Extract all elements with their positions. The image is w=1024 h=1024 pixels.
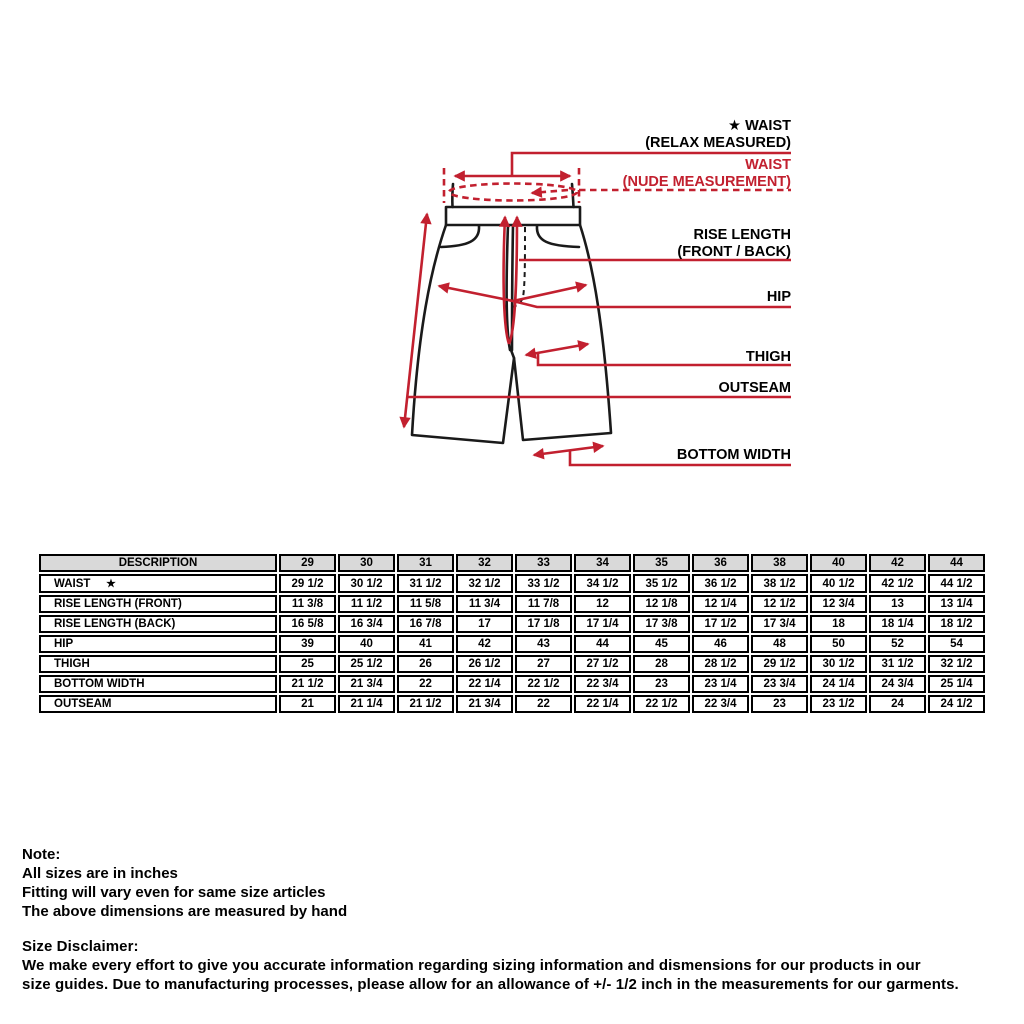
size-value-cell: 43 — [515, 635, 572, 653]
size-value-cell: 32 1/2 — [456, 574, 513, 593]
col-header-size: 36 — [692, 554, 749, 572]
size-value-cell: 22 3/4 — [574, 675, 631, 693]
shorts-outline — [412, 184, 611, 443]
size-value-cell: 35 1/2 — [633, 574, 690, 593]
size-value-cell: 12 1/4 — [692, 595, 749, 613]
table-row — [39, 595, 985, 613]
thigh-arrow — [526, 344, 588, 355]
hip-connector — [513, 301, 791, 307]
size-value-cell: 17 3/4 — [751, 615, 808, 633]
row-label: RISE LENGTH (FRONT) — [39, 595, 277, 613]
size-value-cell: 22 1/2 — [515, 675, 572, 693]
waist-nude-label-line2: (NUDE MEASUREMENT) — [622, 174, 791, 190]
col-header-size: 31 — [397, 554, 454, 572]
size-value-cell: 42 1/2 — [869, 574, 926, 593]
size-value-cell: 28 1/2 — [692, 655, 749, 673]
size-value-cell: 31 1/2 — [397, 574, 454, 593]
star-icon: ★ — [105, 576, 117, 591]
row-label: HIP — [39, 635, 277, 653]
size-value-cell: 11 3/4 — [456, 595, 513, 613]
disclaimer-title: Size Disclaimer: — [22, 938, 139, 955]
size-value-cell: 21 3/4 — [338, 675, 395, 693]
rise-label-line1: RISE LENGTH — [693, 227, 791, 243]
note-line: The above dimensions are measured by hand — [22, 903, 348, 920]
size-value-cell: 13 1/4 — [928, 595, 985, 613]
thigh-label: THIGH — [745, 349, 791, 365]
table-row — [39, 574, 985, 593]
size-value-cell: 26 — [397, 655, 454, 673]
size-value-cell: 38 1/2 — [751, 574, 808, 593]
size-value-cell: 22 3/4 — [692, 695, 749, 713]
size-value-cell: 22 1/4 — [456, 675, 513, 693]
size-value-cell: 18 — [810, 615, 867, 633]
note-line: All sizes are in inches — [22, 865, 178, 882]
row-label: THIGH — [39, 655, 277, 673]
waist-nude-arrow — [532, 190, 568, 193]
table-row — [39, 675, 985, 693]
size-value-cell: 12 — [574, 595, 631, 613]
size-value-cell: 24 3/4 — [869, 675, 926, 693]
size-value-cell: 24 — [869, 695, 926, 713]
size-value-cell: 44 — [574, 635, 631, 653]
waist-relax-label-line2: (RELAX MEASURED) — [645, 135, 791, 151]
size-value-cell: 25 — [279, 655, 336, 673]
size-table-body — [39, 574, 985, 713]
bottom-width-arrow — [534, 446, 603, 455]
waist-nude-label-line1: WAIST — [745, 157, 791, 173]
size-value-cell: 21 1/4 — [338, 695, 395, 713]
col-header-size: 34 — [574, 554, 631, 572]
size-value-cell: 33 1/2 — [515, 574, 572, 593]
size-value-cell: 22 1/2 — [633, 695, 690, 713]
note-title: Note: — [22, 846, 61, 863]
size-value-cell: 29 1/2 — [751, 655, 808, 673]
size-value-cell: 30 1/2 — [338, 574, 395, 593]
size-value-cell: 23 — [751, 695, 808, 713]
size-value-cell: 12 1/2 — [751, 595, 808, 613]
size-value-cell: 17 3/8 — [633, 615, 690, 633]
size-value-cell: 29 1/2 — [279, 574, 336, 593]
size-value-cell: 21 1/2 — [397, 695, 454, 713]
bottom-width-label: BOTTOM WIDTH — [676, 447, 791, 463]
col-header-size: 30 — [338, 554, 395, 572]
row-label: WAIST ★ — [39, 574, 277, 593]
size-value-cell: 18 1/2 — [928, 615, 985, 633]
size-disclaimer-block — [22, 937, 959, 994]
size-value-cell: 17 1/2 — [692, 615, 749, 633]
table-row — [39, 615, 985, 633]
size-value-cell: 22 1/4 — [574, 695, 631, 713]
size-value-cell: 22 — [515, 695, 572, 713]
size-value-cell: 24 1/2 — [928, 695, 985, 713]
rise-label-line2: (FRONT / BACK) — [677, 244, 791, 260]
size-value-cell: 26 1/2 — [456, 655, 513, 673]
size-value-cell: 11 1/2 — [338, 595, 395, 613]
pocket-left — [441, 226, 479, 247]
size-value-cell: 39 — [279, 635, 336, 653]
size-value-cell: 21 — [279, 695, 336, 713]
size-value-cell: 17 1/4 — [574, 615, 631, 633]
size-value-cell: 11 3/8 — [279, 595, 336, 613]
size-value-cell: 25 1/2 — [338, 655, 395, 673]
outseam-label: OUTSEAM — [718, 380, 791, 396]
waistband — [446, 207, 580, 225]
size-table-header-row — [39, 554, 985, 572]
size-value-cell: 30 1/2 — [810, 655, 867, 673]
col-header-size: 44 — [928, 554, 985, 572]
size-value-cell: 23 1/2 — [810, 695, 867, 713]
col-header-description: DESCRIPTION — [39, 554, 277, 572]
table-row — [39, 635, 985, 653]
table-row — [39, 695, 985, 713]
note-block — [22, 845, 347, 921]
size-value-cell: 11 7/8 — [515, 595, 572, 613]
size-value-cell: 40 — [338, 635, 395, 653]
col-header-size: 29 — [279, 554, 336, 572]
hip-label: HIP — [766, 289, 791, 305]
size-value-cell: 54 — [928, 635, 985, 653]
size-value-cell: 17 — [456, 615, 513, 633]
size-value-cell: 23 3/4 — [751, 675, 808, 693]
size-value-cell: 40 1/2 — [810, 574, 867, 593]
size-value-cell: 41 — [397, 635, 454, 653]
size-value-cell: 28 — [633, 655, 690, 673]
table-row — [39, 655, 985, 673]
size-value-cell: 34 1/2 — [574, 574, 631, 593]
size-table — [37, 552, 987, 715]
disclaimer-line: size guides. Due to manufacturing processes, please allow for an allowance of +/- 1/2 inch in the measurements for our garments. — [22, 976, 959, 993]
pocket-right — [537, 226, 579, 247]
size-value-cell: 16 7/8 — [397, 615, 454, 633]
size-value-cell: 12 3/4 — [810, 595, 867, 613]
size-value-cell: 22 — [397, 675, 454, 693]
size-value-cell: 21 3/4 — [456, 695, 513, 713]
size-value-cell: 23 1/4 — [692, 675, 749, 693]
row-label: OUTSEAM — [39, 695, 277, 713]
size-value-cell: 31 1/2 — [869, 655, 926, 673]
col-header-size: 33 — [515, 554, 572, 572]
size-value-cell: 45 — [633, 635, 690, 653]
size-value-cell: 25 1/4 — [928, 675, 985, 693]
row-label: BOTTOM WIDTH — [39, 675, 277, 693]
col-header-size: 38 — [751, 554, 808, 572]
size-value-cell: 13 — [869, 595, 926, 613]
waist-relax-label-line1: ★ WAIST — [728, 118, 791, 134]
waist-nude-ellipse — [449, 184, 577, 201]
size-value-cell: 21 1/2 — [279, 675, 336, 693]
col-header-size: 42 — [869, 554, 926, 572]
size-value-cell: 27 1/2 — [574, 655, 631, 673]
disclaimer-line: We make every effort to give you accurate information regarding sizing information and dismensions for our products in our — [22, 957, 921, 974]
col-header-size: 35 — [633, 554, 690, 572]
size-value-cell: 12 1/8 — [633, 595, 690, 613]
size-value-cell: 36 1/2 — [692, 574, 749, 593]
size-value-cell: 24 1/4 — [810, 675, 867, 693]
size-value-cell: 11 5/8 — [397, 595, 454, 613]
size-value-cell: 50 — [810, 635, 867, 653]
size-value-cell: 16 5/8 — [279, 615, 336, 633]
size-value-cell: 27 — [515, 655, 572, 673]
size-value-cell: 16 3/4 — [338, 615, 395, 633]
size-value-cell: 18 1/4 — [869, 615, 926, 633]
row-label: RISE LENGTH (BACK) — [39, 615, 277, 633]
size-value-cell: 32 1/2 — [928, 655, 985, 673]
col-header-size: 32 — [456, 554, 513, 572]
size-value-cell: 48 — [751, 635, 808, 653]
size-value-cell: 23 — [633, 675, 690, 693]
size-value-cell: 52 — [869, 635, 926, 653]
col-header-size: 40 — [810, 554, 867, 572]
size-value-cell: 46 — [692, 635, 749, 653]
note-line: Fitting will vary even for same size articles — [22, 884, 326, 901]
size-value-cell: 42 — [456, 635, 513, 653]
size-value-cell: 17 1/8 — [515, 615, 572, 633]
size-value-cell: 44 1/2 — [928, 574, 985, 593]
